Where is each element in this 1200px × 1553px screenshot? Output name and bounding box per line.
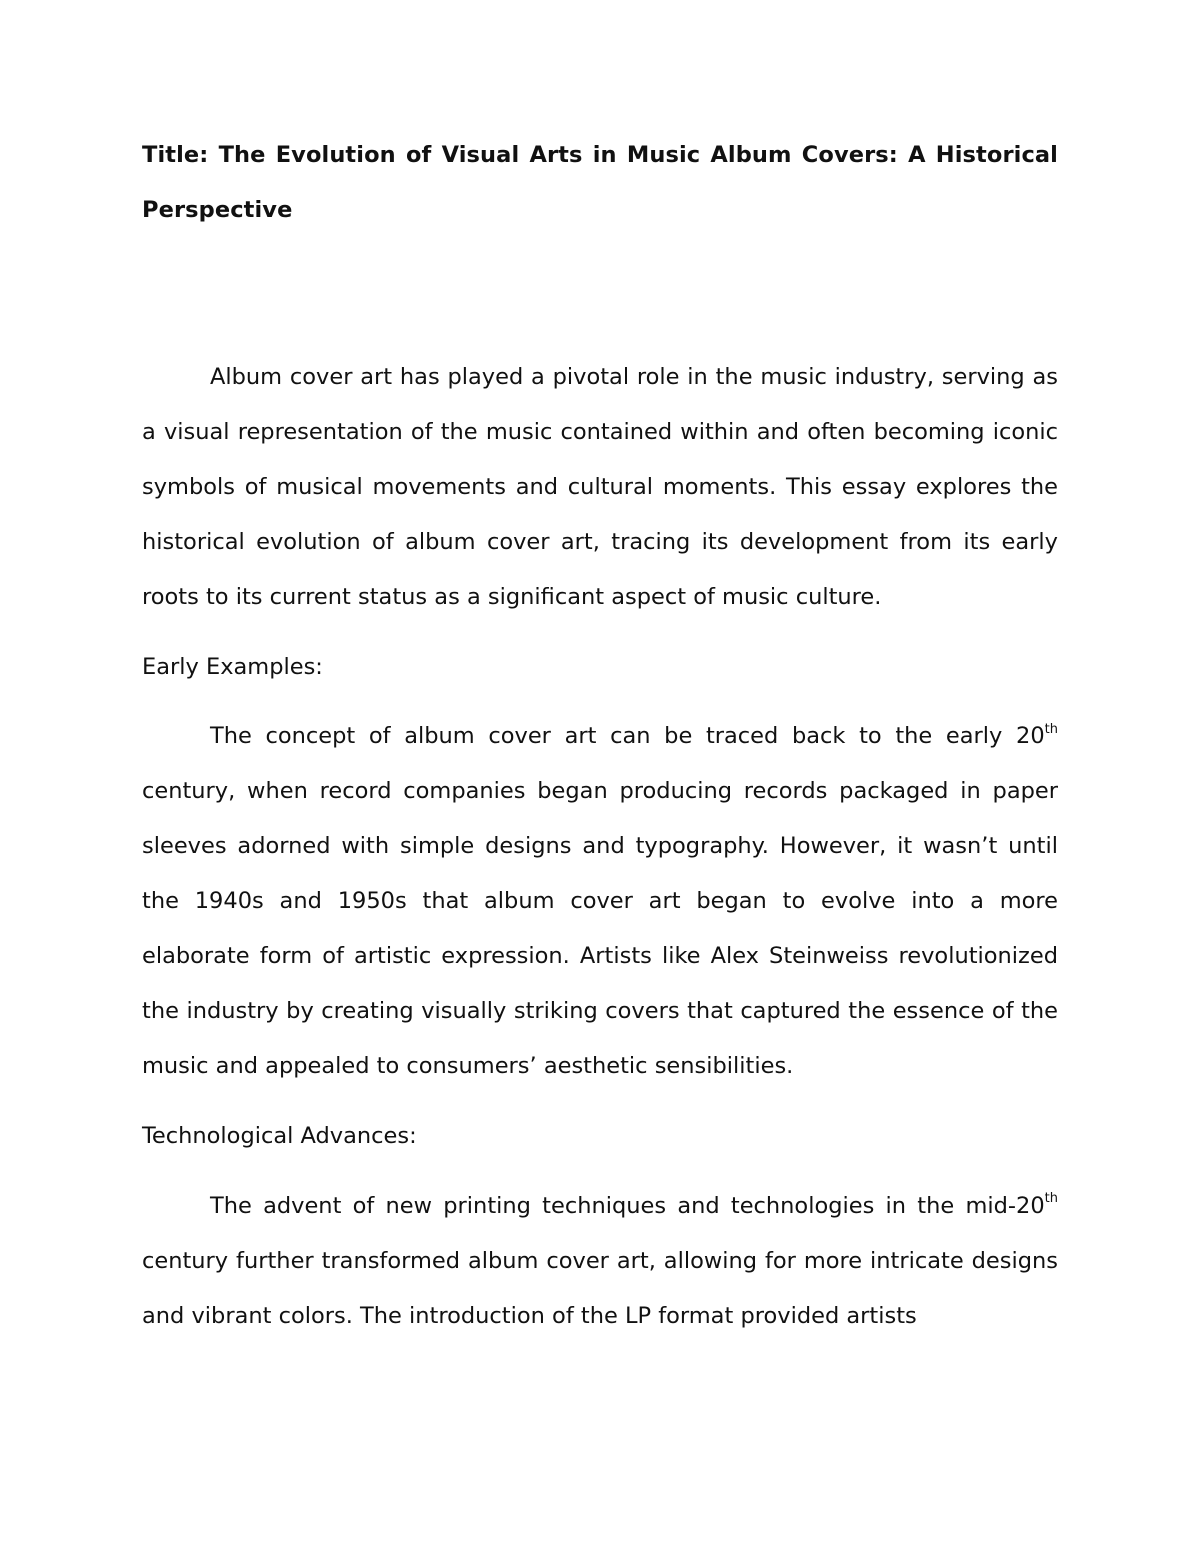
early-examples-paragraph: [142, 709, 1058, 1093]
superscript-ordinal: th: [1044, 1191, 1058, 1207]
section-heading-early-examples: Early Examples:: [142, 653, 323, 680]
section-heading-technological-advances: Technological Advances:: [142, 1122, 417, 1149]
technological-advances-paragraph: [142, 1179, 1058, 1344]
paragraph-text: The concept of album cover art can be traced back to the early 20: [210, 723, 1045, 750]
superscript-ordinal: th: [1044, 721, 1058, 737]
paragraph-text: century, when record companies began producing records packaged in paper sleeves adorned with simple designs and typography. However, it wasn’t until the 1940s and 1950s that album cover art began to evolve into a more elaborate form of artistic expression. Artists like Alex Steinweiss revolutionized the industry by creating visually striking covers that captured the essence of the music and appealed to consumers’ aesthetic sensibilities.: [142, 778, 1058, 1079]
paragraph-text: century further transformed album cover art, allowing for more intricate designs and vibrant colors. The introduction of the LP format provided artists: [142, 1247, 1058, 1329]
intro-paragraph: Album cover art has played a pivotal role in the music industry, serving as a visual representation of the music contained within and often becoming iconic symbols of musical movements and cultural moments. This essay explores the historical evolution of album cover art, tracing its development from its early roots to its current status as a significant aspect of music culture.: [142, 364, 1058, 610]
paragraph-text: The advent of new printing techniques and technologies in the mid-20: [210, 1192, 1045, 1219]
document-title: Title: The Evolution of Visual Arts in Music Album Covers: A Historical Perspective: [142, 142, 1058, 223]
title-spacer: [142, 237, 1058, 350]
document-page: [142, 128, 1058, 1343]
